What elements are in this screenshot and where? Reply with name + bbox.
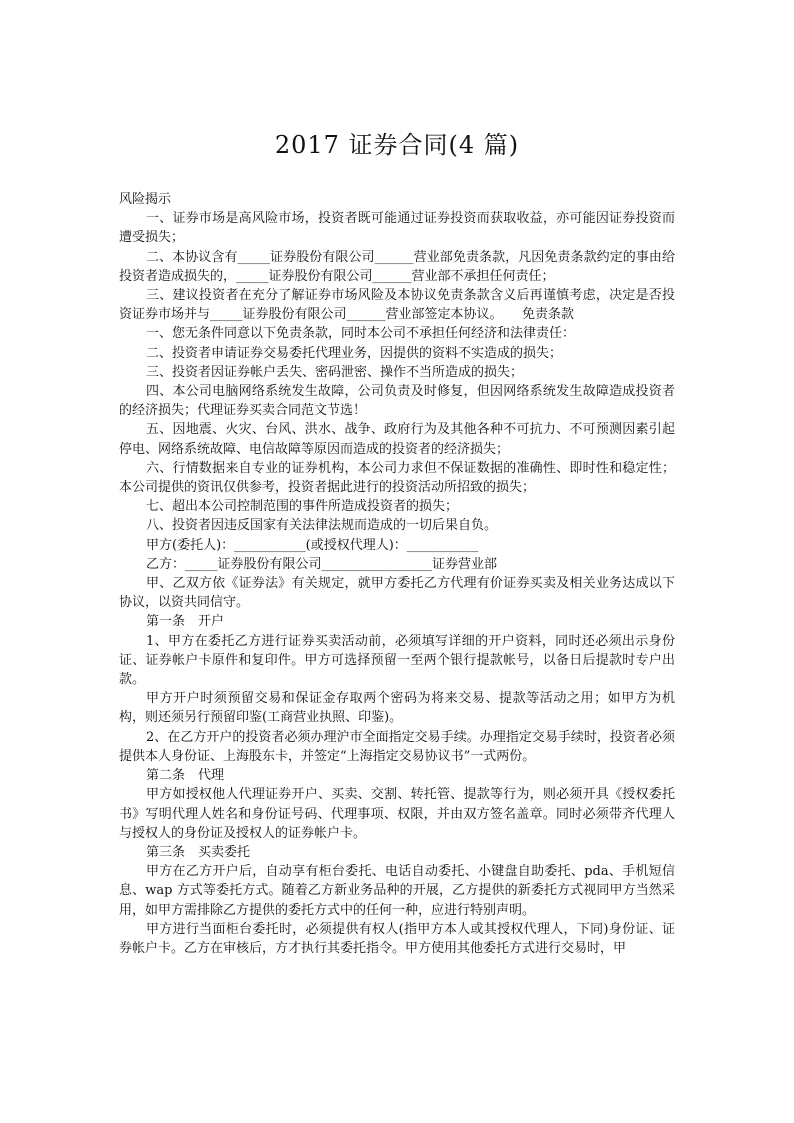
paragraph: 甲方如授权他人代理证券开户、买卖、交割、转托管、提款等行为，则必须开具《授权委托书》写明代理人姓名和身份证号码、代理事项、权限，并由双方签名盖章。同时必须带齐代理人与授权人的身份证及授权人的证券帐户卡。 bbox=[119, 787, 675, 841]
article-heading: 第二条 代理 bbox=[146, 768, 225, 784]
paragraph: 五、因地震、火灾、台风、洪水、战争、政府行为及其他各种不可抗力、不可预测因素引起停电、网络系统故障、电信故障等原因而造成的投资者的经济损失； bbox=[119, 422, 675, 457]
paragraph: 一、您无条件同意以下免责条款，同时本公司不承担任何经济和法律责任： bbox=[146, 326, 576, 342]
paragraph: 1、甲方在委托乙方进行证券买卖活动前，必须填写详细的开户资料，同时还必须出示身份证、证券帐户卡原件和复印件。甲方可选择预留一至两个银行提款帐号，以备日后提款时专户出款。 bbox=[119, 633, 675, 688]
document-body bbox=[119, 190, 675, 958]
document-title: 2017 证券合同(4 篇) bbox=[274, 131, 520, 159]
paragraph: 四、本公司电脑网络系统发生故障，公司负责及时修复，但因网络系统发生故障造成投资者的经济损失；代理证券买卖合同范文节选！ bbox=[119, 384, 675, 419]
paragraph: 二、本协议含有_____证券股份有限公司______营业部免责条款，凡因免责条款约定的事由给投资者造成损失的，_____证券股份有限公司______营业部不承担任何责任； bbox=[119, 249, 675, 284]
paragraph: 甲方进行当面柜台委托时，必须提供有权人(指甲方本人或其授权代理人，下同)身份证、证券帐户卡。乙方在审核后，方才执行其委托指令。甲方使用其他委托方式进行交易时，甲 bbox=[119, 921, 675, 956]
party-b-line: 乙方：_____证券股份有限公司_________________证券营业部 bbox=[146, 556, 498, 572]
paragraph: 三、投资者因证券帐户丢失、密码泄密、操作不当所造成的损失； bbox=[146, 364, 524, 380]
paragraph-heading: 风险揭示 bbox=[119, 192, 172, 207]
article-heading: 第三条 买卖委托 bbox=[146, 844, 251, 860]
paragraph: 甲、乙双方依《证券法》有关规定，就甲方委托乙方代理有价证券买卖及相关业务达成以下协议，以资共同信守。 bbox=[119, 576, 675, 611]
party-a-line: 甲方(委托人)：___________(或授权代理人)：___________ bbox=[146, 537, 479, 553]
paragraph: 甲方开户时须预留交易和保证金存取两个密码为将来交易、提款等活动之用；如甲方为机构，则还须另行预留印鉴(工商营业执照、印鉴)。 bbox=[119, 691, 675, 726]
paragraph: 2、在乙方开户的投资者必须办理沪市全面指定交易手续。办理指定交易手续时，投资者必须提供本人身份证、上海股东卡，并签定“上海指定交易协议书”一式两份。 bbox=[119, 729, 675, 764]
paragraph: 三、建议投资者在充分了解证券市场风险及本协议免责条款含义后再谨慎考虑，决定是否投资证券市场并与_____证券股份有限公司______营业部签定本协议。 免责条款 bbox=[119, 288, 675, 323]
paragraph: 二、投资者申请证券交易委托代理业务，因提供的资料不实造成的损失； bbox=[146, 345, 563, 361]
paragraph: 甲方在乙方开户后，自动享有柜台委托、电话自动委托、小键盘自助委托、pda、手机短信息、wap 方式等委托方式。随着乙方新业务品种的开展，乙方提供的新委托方式视同甲方当然采用，如甲方需排除乙方提供的委托方式中的任何一种，应进行特别声明。 bbox=[119, 864, 675, 918]
paragraph: 七、超出本公司控制范围的事件所造成投资者的损失； bbox=[146, 499, 459, 515]
paragraph: 六、行情数据来自专业的证券机构，本公司力求但不保证数据的准确性、即时性和稳定性；本公司提供的资讯仅供参考，投资者据此进行的投资活动所招致的损失； bbox=[119, 460, 675, 496]
paragraph: 八、投资者因违反国家有关法律法规而造成的一切后果自负。 bbox=[146, 518, 498, 534]
paragraph: 一、证券市场是高风险市场，投资者既可能通过证券投资而获取收益，亦可能因证券投资而遭受损失； bbox=[119, 211, 675, 246]
article-heading: 第一条 开户 bbox=[146, 614, 225, 630]
